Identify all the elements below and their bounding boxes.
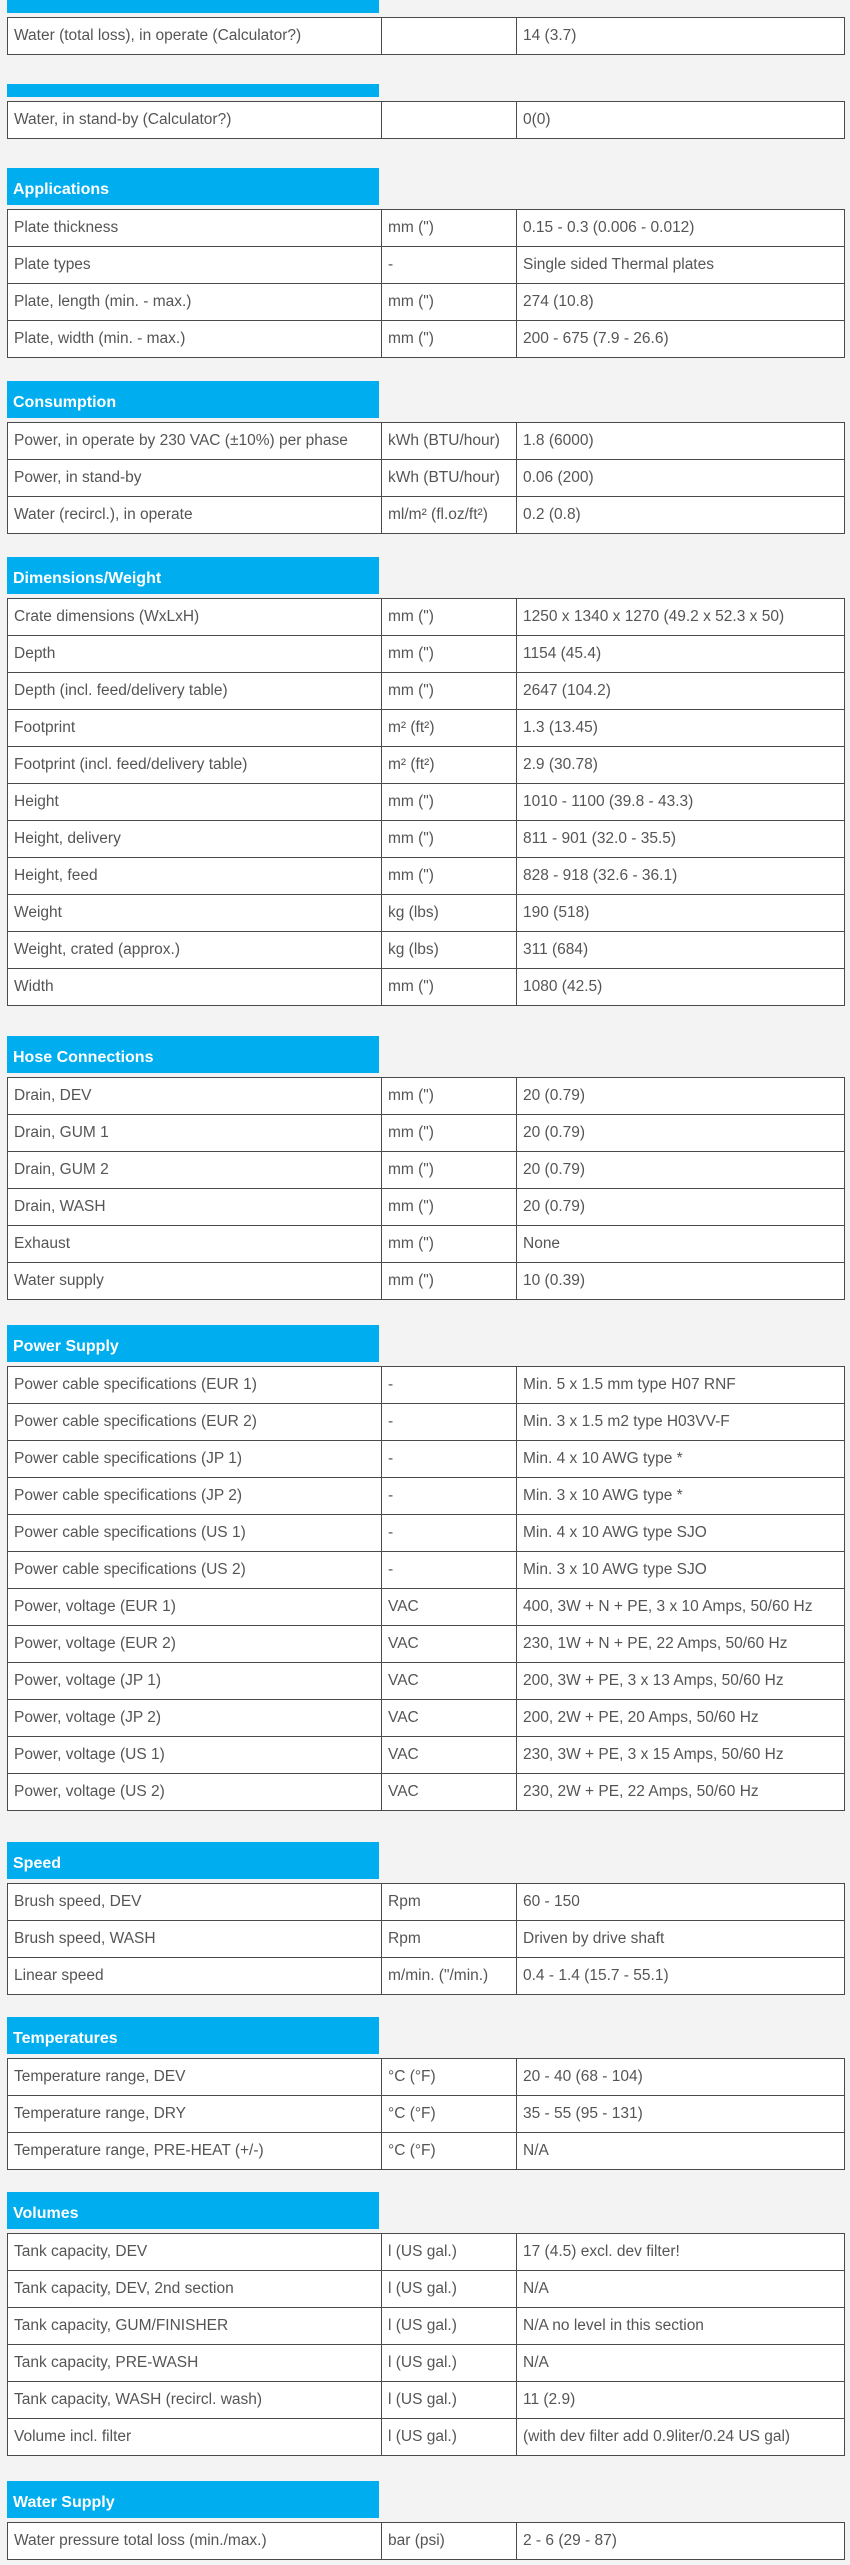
table-row: [8, 895, 845, 932]
table-row: [8, 2345, 845, 2382]
spec-unit-cell: °C (°F): [382, 2096, 517, 2133]
spec-name-cell: Water (total loss), in operate (Calculator?): [8, 18, 382, 55]
table-row: [8, 1700, 845, 1737]
spec-unit-cell: -: [382, 1552, 517, 1589]
spec-unit-cell: l (US gal.): [382, 2345, 517, 2382]
spec-name-cell: Drain, GUM 1: [8, 1115, 382, 1152]
spec-value-cell: 1010 - 1100 (39.8 - 43.3): [517, 784, 845, 821]
spec-unit-cell: l (US gal.): [382, 2234, 517, 2271]
spec-value-cell: Min. 3 x 1.5 m2 type H03VV-F: [517, 1404, 845, 1441]
section-header: Hose Connections: [7, 1036, 379, 1073]
spec-value-cell: 0.2 (0.8): [517, 497, 845, 534]
section-volumes: [7, 2192, 844, 2456]
spec-name-cell: Width: [8, 969, 382, 1006]
spec-value-cell: 190 (518): [517, 895, 845, 932]
spec-value-cell: 0.4 - 1.4 (15.7 - 55.1): [517, 1958, 845, 1995]
spec-name-cell: Footprint: [8, 710, 382, 747]
spec-unit-cell: mm ("): [382, 284, 517, 321]
spec-name-cell: Height: [8, 784, 382, 821]
table-row: [8, 747, 845, 784]
spec-name-cell: Linear speed: [8, 1958, 382, 1995]
section-temperatures: [7, 2017, 844, 2170]
spec-value-cell: Min. 3 x 10 AWG type *: [517, 1478, 845, 1515]
section-header: Applications: [7, 168, 379, 205]
table-row: [8, 1626, 845, 1663]
section-dimensions-weight: [7, 557, 844, 1006]
spec-name-cell: Power, voltage (US 1): [8, 1737, 382, 1774]
spec-name-cell: Brush speed, DEV: [8, 1884, 382, 1921]
spec-unit-cell: -: [382, 1367, 517, 1404]
spec-unit-cell: mm ("): [382, 784, 517, 821]
spec-unit-cell: mm ("): [382, 1078, 517, 1115]
section-header: Water Supply: [7, 2481, 379, 2518]
spec-unit-cell: VAC: [382, 1737, 517, 1774]
spec-value-cell: 20 (0.79): [517, 1189, 845, 1226]
spec-unit-cell: bar (psi): [382, 2523, 517, 2560]
table-row: [8, 321, 845, 358]
spec-value-cell: 828 - 918 (32.6 - 36.1): [517, 858, 845, 895]
spec-unit-cell: -: [382, 1441, 517, 1478]
spec-value-cell: Single sided Thermal plates: [517, 247, 845, 284]
table-row: [8, 2096, 845, 2133]
spec-value-cell: 20 - 40 (68 - 104): [517, 2059, 845, 2096]
table-row: [8, 1774, 845, 1811]
spec-name-cell: Power cable specifications (EUR 2): [8, 1404, 382, 1441]
spec-value-cell: None: [517, 1226, 845, 1263]
spec-unit-cell: Rpm: [382, 1921, 517, 1958]
spec-name-cell: Plate, width (min. - max.): [8, 321, 382, 358]
section-header: Speed: [7, 1842, 379, 1879]
spec-name-cell: Power, in stand-by: [8, 460, 382, 497]
spec-value-cell: (with dev filter add 0.9liter/0.24 US gal): [517, 2419, 845, 2456]
section-water-supply: [7, 2481, 844, 2560]
spec-unit-cell: mm ("): [382, 599, 517, 636]
spec-name-cell: Water pressure total loss (min./max.): [8, 2523, 382, 2560]
table-row: [8, 599, 845, 636]
spec-name-cell: Tank capacity, DEV: [8, 2234, 382, 2271]
table-row: [8, 423, 845, 460]
spec-name-cell: Power, voltage (JP 1): [8, 1663, 382, 1700]
spec-unit-cell: mm ("): [382, 1115, 517, 1152]
spec-value-cell: 1.3 (13.45): [517, 710, 845, 747]
spec-name-cell: Tank capacity, PRE-WASH: [8, 2345, 382, 2382]
table-row: [8, 1441, 845, 1478]
spec-unit-cell: l (US gal.): [382, 2308, 517, 2345]
spec-value-cell: 230, 2W + PE, 22 Amps, 50/60 Hz: [517, 1774, 845, 1811]
spec-value-cell: 230, 1W + N + PE, 22 Amps, 50/60 Hz: [517, 1626, 845, 1663]
spec-value-cell: 200, 2W + PE, 20 Amps, 50/60 Hz: [517, 1700, 845, 1737]
spec-unit-cell: VAC: [382, 1626, 517, 1663]
section-header: Consumption: [7, 381, 379, 418]
spec-value-cell: 17 (4.5) excl. dev filter!: [517, 2234, 845, 2271]
spec-unit-cell: -: [382, 247, 517, 284]
spec-name-cell: Power, voltage (EUR 1): [8, 1589, 382, 1626]
table-row: [8, 1263, 845, 1300]
spec-unit-cell: °C (°F): [382, 2059, 517, 2096]
spec-value-cell: 20 (0.79): [517, 1078, 845, 1115]
spec-unit-cell: mm ("): [382, 321, 517, 358]
spec-unit-cell: m² (ft²): [382, 747, 517, 784]
table-row: [8, 1367, 845, 1404]
spec-unit-cell: l (US gal.): [382, 2271, 517, 2308]
table-row: [8, 1478, 845, 1515]
spec-value-cell: N/A no level in this section: [517, 2308, 845, 2345]
spec-value-cell: 14 (3.7): [517, 18, 845, 55]
spec-name-cell: Drain, WASH: [8, 1189, 382, 1226]
spec-value-cell: 1154 (45.4): [517, 636, 845, 673]
spec-name-cell: Power, voltage (US 2): [8, 1774, 382, 1811]
section-applications: [7, 168, 844, 358]
table-row: [8, 2133, 845, 2170]
spec-name-cell: Power, voltage (EUR 2): [8, 1626, 382, 1663]
spec-value-cell: 2.9 (30.78): [517, 747, 845, 784]
spec-value-cell: 811 - 901 (32.0 - 35.5): [517, 821, 845, 858]
spec-value-cell: 0.06 (200): [517, 460, 845, 497]
spec-name-cell: Power cable specifications (JP 2): [8, 1478, 382, 1515]
spec-table: [7, 422, 845, 534]
spec-unit-cell: ml/m² (fl.oz/ft²): [382, 497, 517, 534]
spec-name-cell: Power cable specifications (US 2): [8, 1552, 382, 1589]
section-untitled-1: [7, 84, 844, 139]
spec-name-cell: Power cable specifications (EUR 1): [8, 1367, 382, 1404]
table-row: [8, 784, 845, 821]
spec-value-cell: 1.8 (6000): [517, 423, 845, 460]
table-row: [8, 1189, 845, 1226]
spec-table: [7, 101, 845, 139]
spec-unit-cell: mm ("): [382, 1263, 517, 1300]
spec-value-cell: 400, 3W + N + PE, 3 x 10 Amps, 50/60 Hz: [517, 1589, 845, 1626]
table-row: [8, 1884, 845, 1921]
section-header: Temperatures: [7, 2017, 379, 2054]
spec-value-cell: N/A: [517, 2271, 845, 2308]
spec-unit-cell: kg (lbs): [382, 932, 517, 969]
spec-name-cell: Power cable specifications (US 1): [8, 1515, 382, 1552]
section-hose-connections: [7, 1036, 844, 1300]
spec-value-cell: 200, 3W + PE, 3 x 13 Amps, 50/60 Hz: [517, 1663, 845, 1700]
section-header: Volumes: [7, 2192, 379, 2229]
spec-table: [7, 2522, 845, 2560]
spec-unit-cell: m/min. ("/min.): [382, 1958, 517, 1995]
spec-unit-cell: mm ("): [382, 858, 517, 895]
spec-table: [7, 2058, 845, 2170]
table-row: [8, 1515, 845, 1552]
table-row: [8, 932, 845, 969]
spec-name-cell: Temperature range, PRE-HEAT (+/-): [8, 2133, 382, 2170]
spec-name-cell: Depth: [8, 636, 382, 673]
spec-name-cell: Depth (incl. feed/delivery table): [8, 673, 382, 710]
section-speed: [7, 1842, 844, 1995]
table-row: [8, 710, 845, 747]
spec-unit-cell: °C (°F): [382, 2133, 517, 2170]
table-row: [8, 1663, 845, 1700]
spec-name-cell: Crate dimensions (WxLxH): [8, 599, 382, 636]
spec-unit-cell: -: [382, 1515, 517, 1552]
spec-name-cell: Brush speed, WASH: [8, 1921, 382, 1958]
spec-value-cell: 311 (684): [517, 932, 845, 969]
table-row: [8, 1958, 845, 1995]
table-row: [8, 636, 845, 673]
spec-value-cell: N/A: [517, 2133, 845, 2170]
spec-value-cell: 0(0): [517, 102, 845, 139]
spec-unit-cell: kg (lbs): [382, 895, 517, 932]
spec-unit-cell: kWh (BTU/hour): [382, 460, 517, 497]
spec-name-cell: Temperature range, DRY: [8, 2096, 382, 2133]
section-untitled-0: [7, 0, 844, 55]
spec-name-cell: Plate thickness: [8, 210, 382, 247]
spec-name-cell: Weight, crated (approx.): [8, 932, 382, 969]
spec-name-cell: Height, delivery: [8, 821, 382, 858]
spec-value-cell: N/A: [517, 2345, 845, 2382]
spec-value-cell: 274 (10.8): [517, 284, 845, 321]
table-row: [8, 1552, 845, 1589]
spec-name-cell: Drain, DEV: [8, 1078, 382, 1115]
table-row: [8, 1078, 845, 1115]
spec-table: [7, 17, 845, 55]
spec-name-cell: Exhaust: [8, 1226, 382, 1263]
spec-unit-cell: mm ("): [382, 1189, 517, 1226]
spec-table: [7, 1077, 845, 1300]
table-row: [8, 284, 845, 321]
table-row: [8, 1226, 845, 1263]
table-row: [8, 673, 845, 710]
spec-name-cell: Weight: [8, 895, 382, 932]
table-row: [8, 1404, 845, 1441]
table-row: [8, 1589, 845, 1626]
spec-name-cell: Power, voltage (JP 2): [8, 1700, 382, 1737]
table-row: [8, 1115, 845, 1152]
spec-value-cell: 20 (0.79): [517, 1115, 845, 1152]
spec-name-cell: Water, in stand-by (Calculator?): [8, 102, 382, 139]
table-row: [8, 2419, 845, 2456]
spec-name-cell: Plate, length (min. - max.): [8, 284, 382, 321]
spec-name-cell: Tank capacity, DEV, 2nd section: [8, 2271, 382, 2308]
spec-name-cell: Water supply: [8, 1263, 382, 1300]
table-row: [8, 2271, 845, 2308]
spec-unit-cell: -: [382, 1404, 517, 1441]
section-header: Dimensions/Weight: [7, 557, 379, 594]
table-row: [8, 969, 845, 1006]
table-row: [8, 2308, 845, 2345]
table-row: [8, 1152, 845, 1189]
section-header: Power Supply: [7, 1325, 379, 1362]
spec-unit-cell: mm ("): [382, 673, 517, 710]
spec-name-cell: Tank capacity, GUM/FINISHER: [8, 2308, 382, 2345]
spec-value-cell: 20 (0.79): [517, 1152, 845, 1189]
spec-value-cell: Min. 3 x 10 AWG type SJO: [517, 1552, 845, 1589]
table-row: [8, 247, 845, 284]
spec-name-cell: Plate types: [8, 247, 382, 284]
spec-unit-cell: VAC: [382, 1589, 517, 1626]
spec-name-cell: Water (recircl.), in operate: [8, 497, 382, 534]
section-power-supply: [7, 1325, 844, 1811]
spec-value-cell: Driven by drive shaft: [517, 1921, 845, 1958]
spec-unit-cell: [382, 18, 517, 55]
spec-name-cell: Height, feed: [8, 858, 382, 895]
table-row: [8, 497, 845, 534]
spec-value-cell: 2647 (104.2): [517, 673, 845, 710]
spec-name-cell: Temperature range, DEV: [8, 2059, 382, 2096]
spec-value-cell: 60 - 150: [517, 1884, 845, 1921]
table-row: [8, 2523, 845, 2560]
spec-value-cell: Min. 4 x 10 AWG type *: [517, 1441, 845, 1478]
table-row: [8, 858, 845, 895]
table-row: [8, 2234, 845, 2271]
spec-unit-cell: -: [382, 1478, 517, 1515]
spec-unit-cell: [382, 102, 517, 139]
spec-table: [7, 1883, 845, 1995]
spec-value-cell: 0.15 - 0.3 (0.006 - 0.012): [517, 210, 845, 247]
spec-value-cell: Min. 4 x 10 AWG type SJO: [517, 1515, 845, 1552]
spec-unit-cell: mm ("): [382, 636, 517, 673]
spec-table: [7, 209, 845, 358]
spec-table: [7, 2233, 845, 2456]
spec-name-cell: Volume incl. filter: [8, 2419, 382, 2456]
spec-table: [7, 1366, 845, 1811]
spec-value-cell: 230, 3W + PE, 3 x 15 Amps, 50/60 Hz: [517, 1737, 845, 1774]
spec-value-cell: 11 (2.9): [517, 2382, 845, 2419]
spec-unit-cell: mm ("): [382, 969, 517, 1006]
spec-unit-cell: mm ("): [382, 1226, 517, 1263]
table-row: [8, 2382, 845, 2419]
table-row: [8, 821, 845, 858]
spec-unit-cell: mm ("): [382, 210, 517, 247]
spec-unit-cell: VAC: [382, 1700, 517, 1737]
spec-unit-cell: kWh (BTU/hour): [382, 423, 517, 460]
section-header: [7, 84, 379, 97]
spec-name-cell: Footprint (incl. feed/delivery table): [8, 747, 382, 784]
spec-name-cell: Power, in operate by 230 VAC (±10%) per phase: [8, 423, 382, 460]
spec-unit-cell: VAC: [382, 1774, 517, 1811]
section-header: [7, 0, 379, 13]
spec-table: [7, 598, 845, 1006]
spec-unit-cell: l (US gal.): [382, 2382, 517, 2419]
spec-value-cell: 10 (0.39): [517, 1263, 845, 1300]
spec-value-cell: 200 - 675 (7.9 - 26.6): [517, 321, 845, 358]
section-consumption: [7, 381, 844, 534]
spec-unit-cell: mm ("): [382, 1152, 517, 1189]
spec-name-cell: Tank capacity, WASH (recircl. wash): [8, 2382, 382, 2419]
spec-unit-cell: Rpm: [382, 1884, 517, 1921]
spec-value-cell: 35 - 55 (95 - 131): [517, 2096, 845, 2133]
table-row: [8, 460, 845, 497]
table-row: [8, 1921, 845, 1958]
spec-unit-cell: l (US gal.): [382, 2419, 517, 2456]
table-row: [8, 210, 845, 247]
spec-value-cell: Min. 5 x 1.5 mm type H07 RNF: [517, 1367, 845, 1404]
table-row: [8, 1737, 845, 1774]
spec-unit-cell: mm ("): [382, 821, 517, 858]
spec-value-cell: 2 - 6 (29 - 87): [517, 2523, 845, 2560]
spec-value-cell: 1080 (42.5): [517, 969, 845, 1006]
table-row: [8, 102, 845, 139]
spec-name-cell: Power cable specifications (JP 1): [8, 1441, 382, 1478]
spec-name-cell: Drain, GUM 2: [8, 1152, 382, 1189]
table-row: [8, 2059, 845, 2096]
spec-unit-cell: m² (ft²): [382, 710, 517, 747]
spec-value-cell: 1250 x 1340 x 1270 (49.2 x 52.3 x 50): [517, 599, 845, 636]
table-row: [8, 18, 845, 55]
spec-unit-cell: VAC: [382, 1663, 517, 1700]
